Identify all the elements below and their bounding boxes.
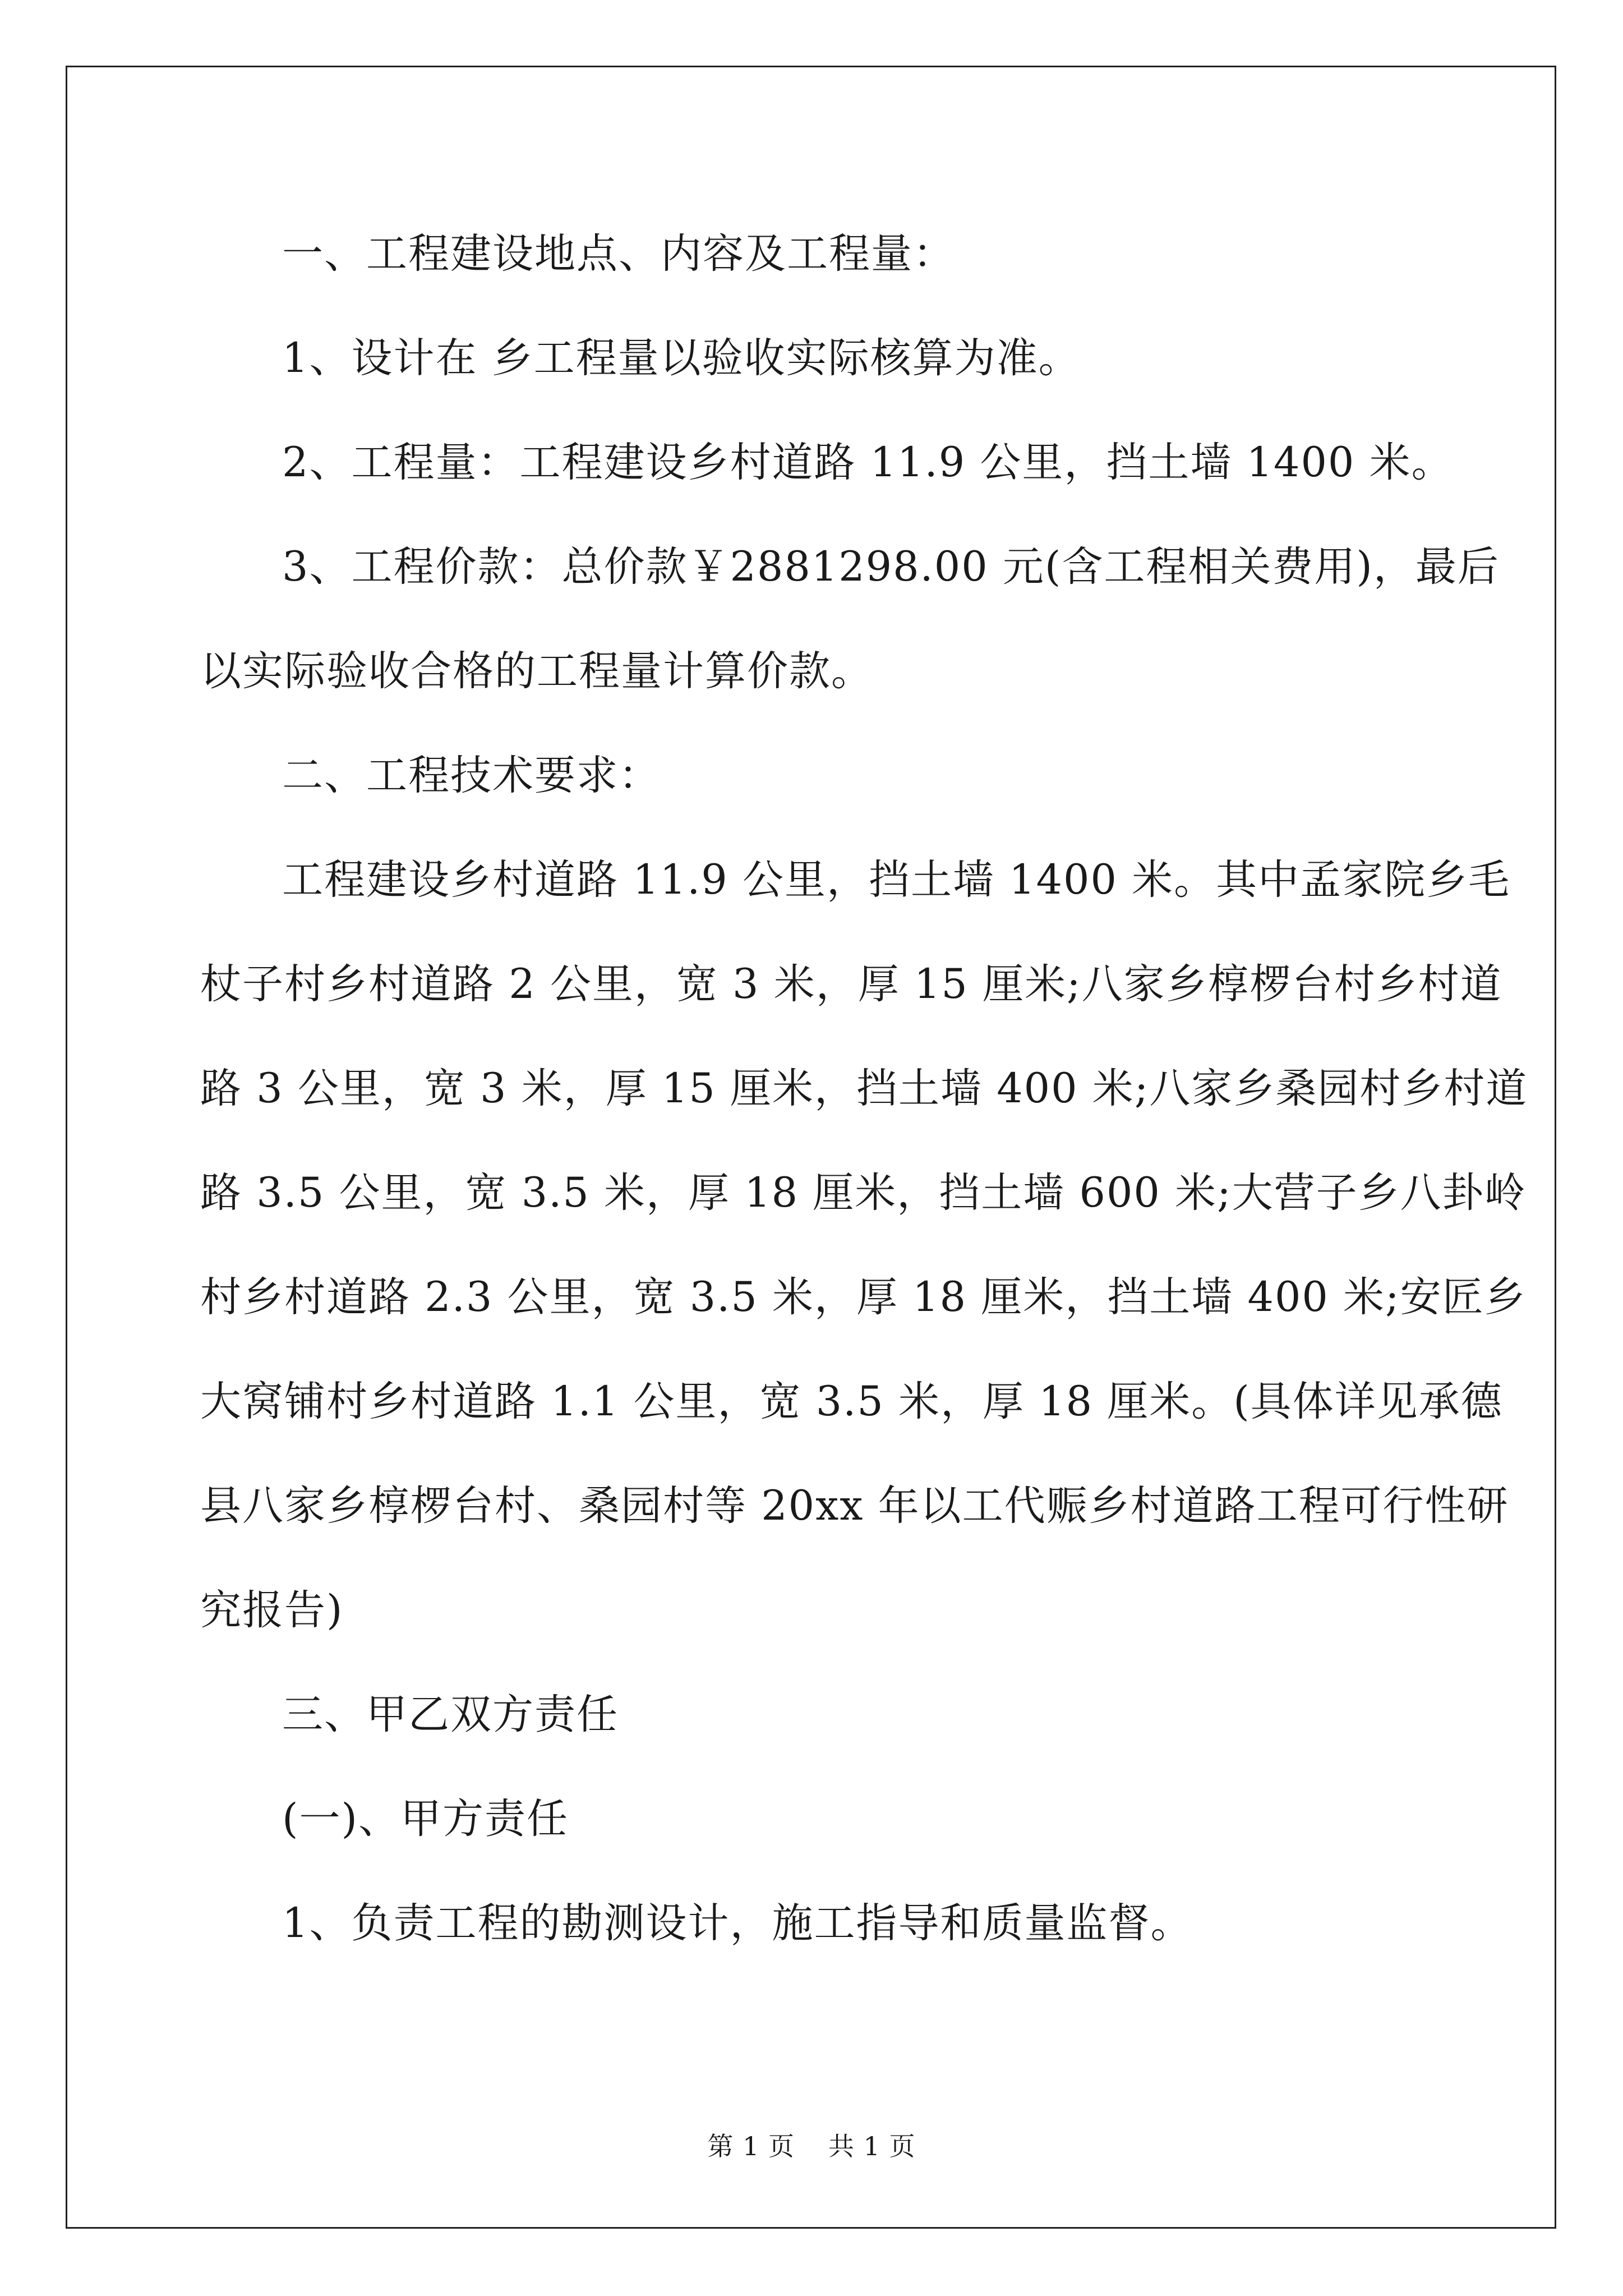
paragraph-line: 3、工程价款：总价款￥2881298.00 元(含工程相关费用)，最后: [282, 543, 1500, 591]
paragraph-line: 县八家乡椁椤台村、桑园村等 20xx 年以工代赈乡村道路工程可行性研: [200, 1482, 1509, 1530]
paragraph-line: 杖子村乡村道路 2 公里，宽 3 米，厚 15 厘米;八家乡椁椤台村乡村道: [200, 960, 1502, 1008]
paragraph-line: (一)、甲方责任: [282, 1795, 569, 1843]
paragraph-line: 三、甲乙双方责任: [282, 1691, 619, 1738]
paragraph-line: 路 3 公里，宽 3 米，厚 15 厘米，挡土墙 400 米;八家乡桑园村乡村道: [200, 1065, 1528, 1112]
paragraph-line: 村乡村道路 2.3 公里，宽 3.5 米，厚 18 厘米，挡土墙 400 米;安匠乡: [200, 1273, 1527, 1321]
paragraph-line: 一、工程建设地点、内容及工程量：: [282, 230, 955, 278]
paragraph-line: 路 3.5 公里，宽 3.5 米，厚 18 厘米，挡土墙 600 米;大营子乡八卦岭: [200, 1169, 1527, 1217]
page-number: 第 1 页: [707, 2131, 795, 2161]
subsection-heading-party-a: [200, 1767, 1424, 1871]
section-heading-3: [200, 1663, 1424, 1767]
page-footer: [0, 2126, 1623, 2163]
paragraph-item-2: [200, 411, 1454, 515]
paragraph-line: 究报告): [200, 1586, 344, 1634]
page-total: 共 1 页: [828, 2131, 916, 2161]
document-body: [200, 202, 1528, 1976]
paragraph-item-1: [200, 306, 1424, 411]
paragraph-line: 1、负责工程的勘测设计，施工指导和质量监督。: [282, 1899, 1193, 1947]
paragraph-line: 大窝铺村乡村道路 1.1 公里，宽 3.5 米，厚 18 厘米。(具体详见承德: [200, 1378, 1503, 1425]
paragraph-line: 工程建设乡村道路 11.9 公里，挡土墙 1400 米。其中孟家院乡毛: [282, 856, 1511, 904]
section-heading-2: [200, 724, 1424, 828]
paragraph-party-a-item-1: [200, 1871, 1424, 1976]
section-heading-1: [200, 202, 1424, 306]
paragraph-line: 2、工程量：工程建设乡村道路 11.9 公里，挡土墙 1400 米。: [282, 439, 1454, 486]
paragraph-technical-requirements: [200, 828, 1528, 1663]
paragraph-item-3: [200, 515, 1500, 724]
paragraph-line: 1、设计在 乡工程量以验收实际核算为准。: [282, 334, 1081, 382]
paragraph-line: 二、工程技术要求：: [282, 752, 661, 799]
paragraph-line: 以实际验收合格的工程量计算价款。: [200, 647, 873, 695]
